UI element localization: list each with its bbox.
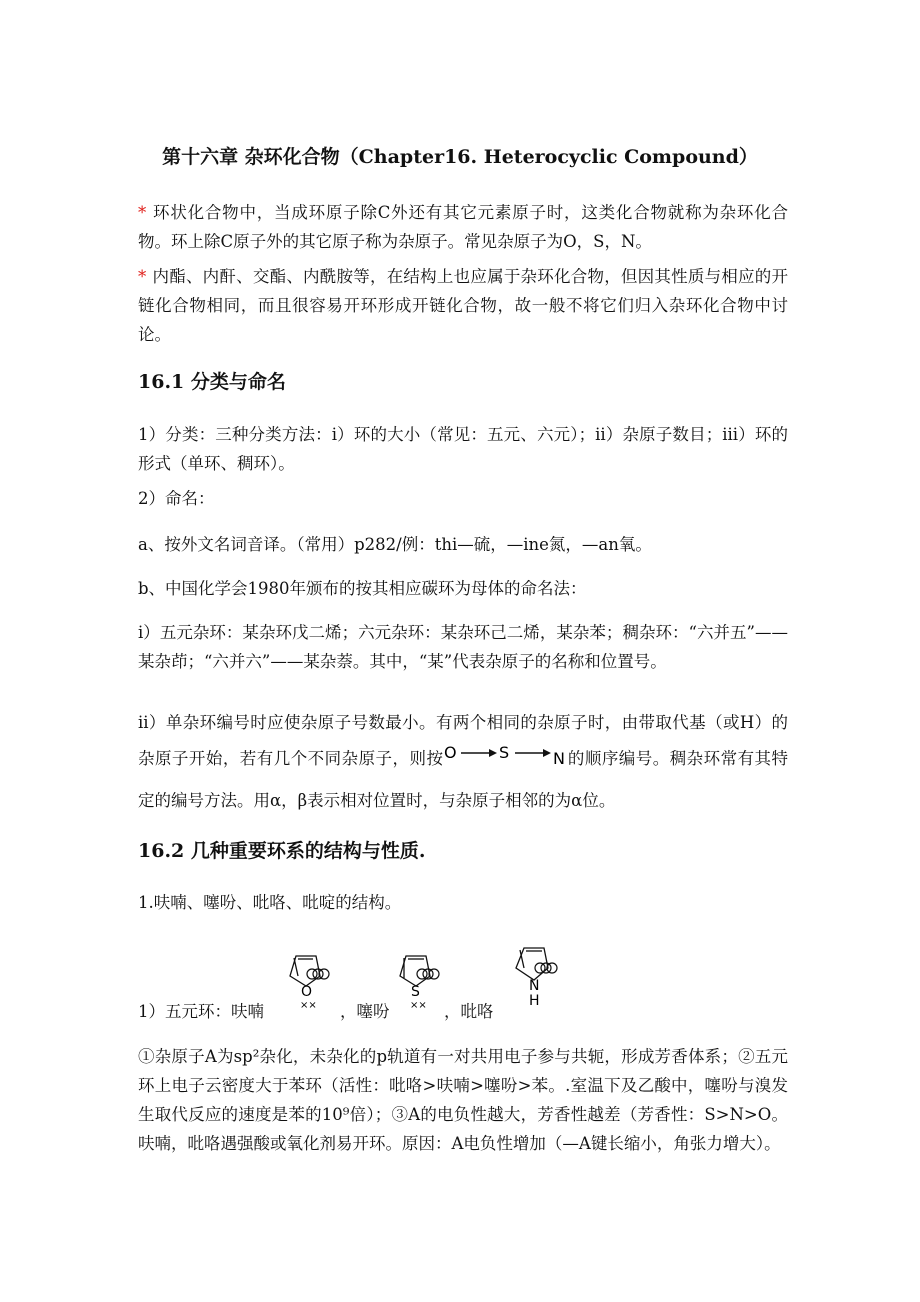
bullet-star: * (138, 267, 147, 286)
thiophene-atom-label: S (411, 984, 420, 1000)
section-heading-16-1: 16.1 分类与命名 (138, 371, 286, 393)
pyrrole-h-label: H (529, 993, 540, 1009)
order-atom-s: S (499, 743, 510, 762)
order-atom-o: O (444, 743, 458, 762)
intro-text-1: 环状化合物中，当成环原子除C外还有其它元素原子时，这类化合物就称为杂环化合物。环上除C原子外的其它原子称为杂原子。常见杂原子为O，S，N。 (138, 203, 788, 251)
bullet-star: * (138, 203, 147, 222)
heteroatom-order-chain (443, 742, 567, 783)
naming-rule-ii (138, 705, 788, 819)
furan-atom-label: O (301, 984, 313, 1000)
pyrrole-structure (506, 936, 566, 1014)
intro-paragraph-1 (138, 198, 788, 256)
structures-subheading: 1.呋喃、噻吩、吡咯、吡啶的结构。 (138, 893, 402, 912)
naming-rule-i: i）五元杂环：某杂环戊二烯；六元杂环：某杂环己二烯，某杂苯；稠杂环：“六并五”——某杂茚；“六并六”——某杂萘。其中，“某”代表杂原子的名称和位置号。 (138, 623, 788, 671)
intro-text-2: 内酯、内酐、交酯、内酰胺等，在结构上也应属于杂环化合物，但因其性质与相应的开链化合物相同，而且很容易开环形成开链化合物，故一般不将它们归入杂环化合物中讨论。 (138, 267, 788, 344)
section-heading-16-2: 16.2 几种重要环系的结构与性质. (138, 840, 426, 862)
pyrrole-label: ，吡咯 (444, 1002, 494, 1021)
thiophene-label: ，噻吩 (340, 1002, 390, 1021)
intro-paragraph-2 (138, 262, 788, 349)
naming-rule-a: a、按外文名词音译。（常用）p282/例：thi—硫，—ine氮，—an氧。 (138, 535, 652, 554)
naming-heading: 2）命名： (138, 489, 215, 508)
order-atom-n: N (553, 749, 566, 768)
rule-ii-text-after: 的顺序编号。稠杂环常有其特定的编号方法。用α，β表示相对位置时，与杂原子相邻的为α位。 (138, 749, 789, 810)
furan-marks: ×× (300, 1000, 317, 1010)
pyrrole-atom-label: N (529, 978, 540, 994)
furan-structure (282, 940, 342, 1014)
five-ring-lead: 1）五元环：呋喃 (138, 1002, 264, 1021)
rule-ii-text-before: ii）单杂环编号时应使杂原子号数最小。有两个相同的杂原子时，由带取代基（或H）的杂原子开始，若有几个不同杂原子，则按 (138, 713, 788, 768)
thiophene-marks: ×× (410, 1000, 427, 1010)
five-ring-properties: ①杂原子A为sp²杂化，未杂化的p轨道有一对共用电子参与共轭，形成芳香体系；②五元环上电子云密度大于苯环（活性：吡咯>呋喃>噻吩>苯。.室温下及乙酸中，噻吩与溴发生取代反应的速度是苯的10⁹倍）；③A的电负性越大，芳香性越差（芳香性：S>N>O。呋喃，吡咯遇强酸或氧化剂易开环。原因：A电负性增加（—A键长缩小，角张力增大）。 (138, 1047, 788, 1153)
naming-rule-b: b、中国化学会1980年颁布的按其相应碳环为母体的命名法： (138, 579, 587, 598)
chapter-title: 第十六章 杂环化合物（Chapter16. Heterocyclic Compound） (162, 146, 758, 168)
classification-paragraph: 1）分类：三种分类方法：i）环的大小（常见：五元、六元）；ii）杂原子数目；iii）环的形式（单环、稠环）。 (138, 425, 788, 473)
